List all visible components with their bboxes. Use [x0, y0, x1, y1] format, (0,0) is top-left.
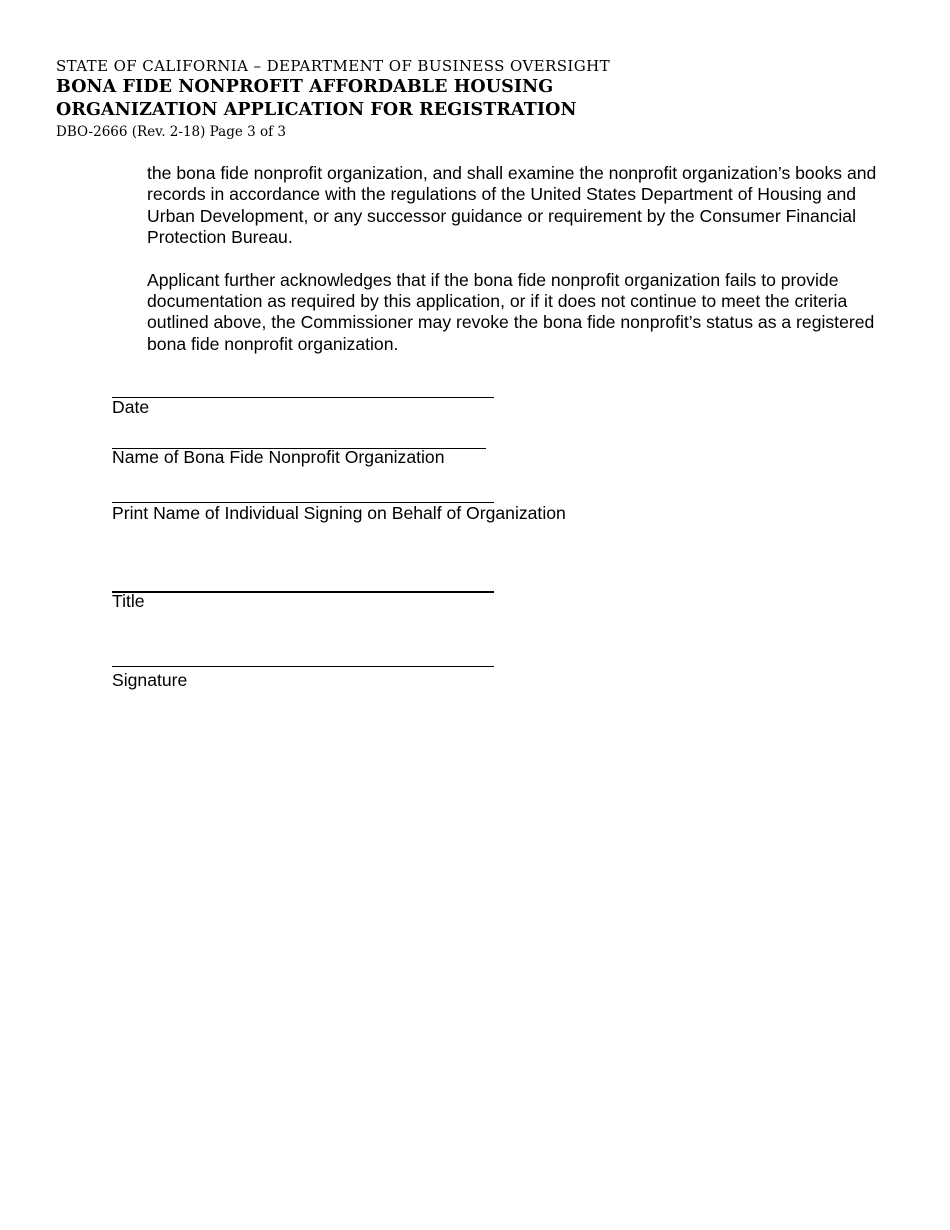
signature-label: Signature: [112, 670, 188, 690]
document-header: [56, 57, 610, 142]
form-title-line-1: BONA FIDE NONPROFIT AFFORDABLE HOUSING: [56, 77, 554, 97]
print-name-label: Print Name of Individual Signing on Behalf of Organization: [112, 503, 566, 523]
title-label: Title: [112, 591, 145, 611]
date-label: Date: [112, 397, 150, 417]
signature-field-line[interactable]: [112, 666, 494, 667]
form-title-line-2: ORGANIZATION APPLICATION FOR REGISTRATION: [56, 100, 577, 120]
form-number-and-page: DBO-2666 (Rev. 2-18) Page 3 of 3: [56, 124, 287, 140]
acknowledgement-paragraph-2: Applicant further acknowledges that if the bona fide nonprofit organization fails to provide documentation as required by this application, or if it does not continue to meet the criteria outlined above, the Commissioner may revoke the bona fide nonprofit’s status as a registered bona fide nonprofit organization.: [147, 269, 875, 354]
acknowledgement-paragraph-1: the bona fide nonprofit organization, and shall examine the nonprofit organization’s books and records in accordance with the regulations of the United States Department of Housing and Urban Development, or any successor guidance or requirement by the Consumer Financial Protection Bureau.: [147, 163, 877, 248]
agency-name: STATE OF CALIFORNIA – DEPARTMENT OF BUSINESS OVERSIGHT: [56, 57, 610, 75]
title-field-line[interactable]: [112, 591, 494, 593]
date-field-line[interactable]: [112, 397, 494, 398]
acknowledgement-text: [147, 163, 907, 355]
organization-name-label: Name of Bona Fide Nonprofit Organization: [112, 447, 445, 467]
